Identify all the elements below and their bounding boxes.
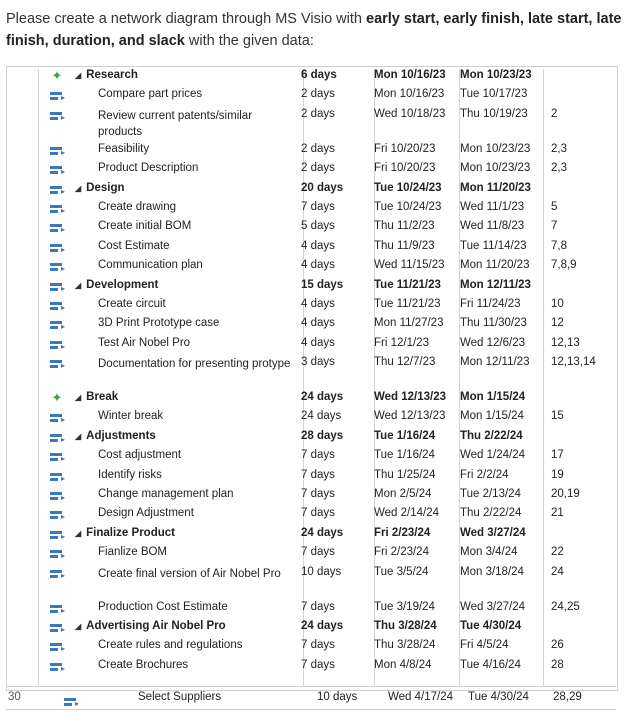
collapse-triangle-icon[interactable]: ◢ <box>75 528 82 538</box>
auto-schedule-icon: ▸ <box>50 282 64 293</box>
task-duration: 20 days <box>301 181 344 194</box>
task-duration: 2 days <box>301 142 335 155</box>
task-duration: 15 days <box>301 278 344 291</box>
task-name: Create final version of Air Nobel Pro <box>98 567 281 580</box>
task-duration: 7 days <box>301 200 335 213</box>
task-start: Tue 11/21/23 <box>374 278 441 291</box>
task-duration: 6 days <box>301 69 337 81</box>
table-row[interactable] <box>6 337 621 356</box>
table-row-30[interactable]: 30 ▸ Select Suppliers 10 days Wed 4/17/24 Tue 4/30/24 28,29 <box>6 686 616 710</box>
task-start: Fri 12/1/23 <box>374 336 429 349</box>
task-duration: 4 days <box>301 259 335 272</box>
auto-schedule-icon: ▸ <box>50 510 64 521</box>
auto-schedule-icon: ▸ <box>50 549 64 560</box>
task-finish: Tue 4/16/24 <box>460 658 521 671</box>
table-row[interactable] <box>6 620 621 639</box>
task-duration: 5 days <box>301 220 335 233</box>
collapse-triangle-icon[interactable]: ◢ <box>75 183 82 193</box>
auto-schedule-icon: ▸ <box>50 111 64 122</box>
table-row[interactable] <box>6 659 621 678</box>
task-start: Tue 3/19/24 <box>374 600 435 613</box>
task-finish: Thu 10/19/23 <box>460 107 528 120</box>
task-duration: 7 days <box>301 468 335 481</box>
task-start: Thu 1/25/24 <box>374 468 436 481</box>
task-duration: 7 days <box>301 507 335 520</box>
task-name: Winter break <box>98 410 164 423</box>
task-duration: 10 days <box>301 565 342 578</box>
task-name: Test Air Nobel Pro <box>98 336 191 349</box>
task-start: Mon 10/16/23 <box>374 69 446 81</box>
task-finish: Fri 4/5/24 <box>460 639 509 652</box>
table-row[interactable] <box>6 507 621 526</box>
task-predecessors: 17 <box>551 449 564 462</box>
task-name: Design Adjustment <box>98 507 194 520</box>
auto-schedule-icon: ▸ <box>50 642 64 653</box>
task-predecessors: 7 <box>551 220 558 233</box>
task-name: Change management plan <box>98 488 234 501</box>
auto-schedule-icon: ▸ <box>50 146 64 157</box>
auto-schedule-icon: ▸ <box>50 433 64 444</box>
task-start: Mon 4/8/24 <box>374 658 432 671</box>
task-finish: Wed 1/24/24 <box>460 449 526 462</box>
task-duration: 2 days <box>301 107 335 120</box>
table-row[interactable] <box>6 259 621 278</box>
task-predecessors: 7,8,9 <box>551 259 577 272</box>
task-finish: Thu 11/30/23 <box>460 317 527 330</box>
task-predecessors: 2 <box>551 107 558 120</box>
task-name: Break <box>86 391 119 404</box>
task-table <box>6 69 621 678</box>
auto-schedule-icon: ▸ <box>50 243 64 254</box>
table-row[interactable] <box>6 69 621 88</box>
task-finish: Fri 11/24/23 <box>460 297 521 310</box>
task-start: Wed 11/15/23 <box>374 259 445 272</box>
collapse-triangle-icon[interactable]: ◢ <box>75 431 82 441</box>
task-finish: Tue 4/30/24 <box>460 619 522 632</box>
task-name: Review current patents/similar products <box>98 109 253 138</box>
table-row[interactable] <box>6 601 621 620</box>
table-row[interactable] <box>6 108 621 143</box>
task-start: Thu 11/9/23 <box>374 239 435 252</box>
task-start: Tue 3/5/24 <box>374 565 429 578</box>
task-start: Wed 12/13/23 <box>374 410 446 423</box>
task-start: Mon 10/16/23 <box>374 88 445 101</box>
task-duration: 28 days <box>301 429 344 442</box>
task-predecessors: 19 <box>551 468 564 481</box>
auto-schedule-icon: ▸ <box>50 204 64 215</box>
task-duration: 7 days <box>301 546 335 559</box>
task-finish: Wed 11/1/23 <box>460 200 525 213</box>
task-duration: 7 days <box>301 639 335 652</box>
task-finish: Mon 1/15/24 <box>460 410 524 423</box>
table-row[interactable] <box>6 527 621 546</box>
task-duration: 3 days <box>301 356 335 369</box>
task-finish: Thu 2/22/24 <box>460 429 523 442</box>
task-finish: Mon 3/4/24 <box>460 546 518 559</box>
task-predecessors: 21 <box>551 507 564 520</box>
auto-schedule-icon: ▸ <box>50 320 64 331</box>
task-start: Mon 11/27/23 <box>374 317 444 330</box>
task-predecessors: 2,3 <box>551 142 567 155</box>
collapse-triangle-icon[interactable]: ◢ <box>75 280 82 290</box>
task-predecessors: 24,25 <box>551 600 580 613</box>
task-predecessors: 24 <box>551 565 564 578</box>
task-predecessors: 28 <box>551 658 564 671</box>
task-predecessors: 26 <box>551 639 564 652</box>
task-name: Research <box>86 69 138 81</box>
task-name: Create initial BOM <box>98 220 192 233</box>
task-predecessors: 22 <box>551 546 564 559</box>
task-finish: Mon 10/23/23 <box>460 69 532 81</box>
task-start: Wed 4/17/24 <box>388 691 454 703</box>
task-finish: Mon 3/18/24 <box>460 565 524 578</box>
task-finish: Mon 10/23/23 <box>460 162 531 175</box>
task-name: Cost Estimate <box>98 239 170 252</box>
task-predecessors: 2,3 <box>551 162 567 175</box>
task-name: Select Suppliers <box>138 691 222 703</box>
row-id: 30 <box>8 691 21 703</box>
task-name: Design <box>86 181 125 194</box>
task-name: Finalize Product <box>86 526 175 539</box>
task-name: Create circuit <box>98 297 166 310</box>
task-duration: 7 days <box>301 488 335 501</box>
auto-schedule-icon: ▸ <box>50 223 64 234</box>
task-predecessors: 12 <box>551 317 564 330</box>
auto-schedule-icon: ▸ <box>50 662 64 673</box>
table-row[interactable] <box>6 162 621 181</box>
task-start: Thu 12/7/23 <box>374 356 436 369</box>
auto-schedule-icon: ▸ <box>50 185 64 196</box>
task-name: Create drawing <box>98 200 176 213</box>
task-name: Product Description <box>98 162 199 175</box>
task-name: Create rules and regulations <box>98 639 243 652</box>
task-name: Documentation for presenting protype <box>98 358 291 371</box>
task-finish: Tue 4/30/24 <box>468 691 529 703</box>
task-finish: Mon 11/20/23 <box>460 259 530 272</box>
task-predecessors: 10 <box>551 297 564 310</box>
task-finish: Wed 12/6/23 <box>460 336 526 349</box>
task-start: Fri 10/20/23 <box>374 162 436 175</box>
table-row[interactable] <box>6 88 621 107</box>
task-start: Fri 2/23/24 <box>374 546 429 559</box>
table-row[interactable] <box>6 182 621 201</box>
task-finish: Wed 3/27/24 <box>460 600 526 613</box>
task-start: Fri 2/23/24 <box>374 526 431 539</box>
task-start: Tue 1/16/24 <box>374 429 436 442</box>
prompt-suffix: with the given data: <box>184 33 314 49</box>
table-row[interactable] <box>6 279 621 298</box>
task-predecessors: 12,13,14 <box>551 356 596 369</box>
task-duration: 10 days <box>317 691 358 703</box>
task-start: Tue 1/16/24 <box>374 449 435 462</box>
question-prompt <box>6 8 626 52</box>
task-name: Fianlize BOM <box>98 546 168 559</box>
auto-schedule-icon: ▸ <box>50 604 64 615</box>
table-row[interactable] <box>6 639 621 658</box>
task-start: Fri 10/20/23 <box>374 142 436 155</box>
task-duration: 2 days <box>301 162 335 175</box>
task-start: Mon 2/5/24 <box>374 488 432 501</box>
task-duration: 24 days <box>301 619 344 632</box>
table-row[interactable] <box>6 143 621 162</box>
pin-icon: ✦ <box>51 390 63 406</box>
task-start: Tue 10/24/23 <box>374 200 442 213</box>
task-finish: Wed 11/8/23 <box>460 220 525 233</box>
task-predecessors: 15 <box>551 410 564 423</box>
table-row[interactable] <box>6 356 621 391</box>
table-row[interactable] <box>6 317 621 336</box>
collapse-triangle-icon[interactable]: ◢ <box>75 71 82 80</box>
task-duration: 7 days <box>301 658 335 671</box>
task-name: Development <box>86 278 159 291</box>
task-start: Thu 11/2/23 <box>374 220 435 233</box>
table-row[interactable] <box>6 298 621 317</box>
task-predecessors: 28,29 <box>553 691 582 703</box>
task-duration: 7 days <box>301 600 335 613</box>
task-name: 3D Print Prototype case <box>98 317 220 330</box>
table-row[interactable] <box>6 488 621 507</box>
task-predecessors: 5 <box>551 200 558 213</box>
task-name: Communication plan <box>98 259 203 272</box>
task-name: Advertising Air Nobel Pro <box>86 619 226 632</box>
task-predecessors: 7,8 <box>551 239 567 252</box>
auto-schedule-icon: ▸ <box>50 491 64 502</box>
task-name: Create Brochures <box>98 658 189 671</box>
table-row[interactable] <box>6 201 621 220</box>
task-name: Identify risks <box>98 468 162 481</box>
task-duration: 4 days <box>301 297 335 310</box>
task-duration: 2 days <box>301 88 335 101</box>
task-finish: Tue 11/14/23 <box>460 239 527 252</box>
table-row[interactable] <box>6 391 621 410</box>
collapse-triangle-icon[interactable]: ◢ <box>75 393 82 403</box>
task-finish: Mon 12/11/23 <box>460 356 530 369</box>
table-row[interactable] <box>6 410 621 429</box>
auto-schedule-icon: ▸ <box>50 359 64 370</box>
task-start: Wed 2/14/24 <box>374 507 440 520</box>
task-start: Tue 10/24/23 <box>374 181 442 194</box>
task-start: Thu 3/28/24 <box>374 639 436 652</box>
auto-schedule-icon: ▸ <box>50 165 64 176</box>
table-row[interactable] <box>6 449 621 468</box>
auto-schedule-icon: ▸ <box>50 340 64 351</box>
task-start: Tue 11/21/23 <box>374 297 441 310</box>
task-finish: Mon 11/20/23 <box>460 181 531 194</box>
prompt-bold: early start, early finish, late start, late finish, duration, and slack <box>6 11 622 49</box>
task-finish: Mon 10/23/23 <box>460 142 531 155</box>
task-duration: 7 days <box>301 449 335 462</box>
task-duration: 4 days <box>301 336 335 349</box>
task-duration: 4 days <box>301 239 335 252</box>
task-finish: Tue 10/17/23 <box>460 88 528 101</box>
auto-schedule-icon: ▸ <box>50 262 64 273</box>
table-row[interactable] <box>6 220 621 239</box>
auto-schedule-icon: ▸ <box>50 569 64 580</box>
task-predecessors: 12,13 <box>551 336 580 349</box>
task-finish: Tue 2/13/24 <box>460 488 521 501</box>
task-start: Wed 12/13/23 <box>374 391 447 404</box>
auto-schedule-icon: ▸ <box>50 91 64 102</box>
task-name: Production Cost Estimate <box>98 600 228 613</box>
table-row[interactable] <box>6 546 621 565</box>
table-row[interactable] <box>6 566 621 601</box>
task-predecessors: 20,19 <box>551 488 580 501</box>
task-name: Adjustments <box>86 429 156 442</box>
auto-schedule-icon: ▸ <box>50 472 64 483</box>
task-start: Thu 3/28/24 <box>374 619 437 632</box>
task-duration: 4 days <box>301 317 335 330</box>
pin-icon: ✦ <box>51 68 63 83</box>
prompt-prefix: Please create a network diagram through MS Visio with <box>6 11 366 27</box>
task-finish: Fri 2/2/24 <box>460 468 509 481</box>
table-row[interactable] <box>6 240 621 259</box>
auto-schedule-icon: ▸ <box>50 623 64 634</box>
collapse-triangle-icon[interactable]: ◢ <box>75 621 82 631</box>
task-start: Wed 10/18/23 <box>374 107 446 120</box>
task-finish: Wed 3/27/24 <box>460 526 526 539</box>
auto-schedule-icon: ▸ <box>50 530 64 541</box>
task-name: Feasibility <box>98 142 150 155</box>
task-duration: 24 days <box>301 391 344 404</box>
auto-schedule-icon: ▸ <box>50 413 64 424</box>
table-row[interactable] <box>6 469 621 488</box>
task-duration: 24 days <box>301 410 342 423</box>
task-name: Compare part prices <box>98 88 203 101</box>
task-finish: Thu 2/22/24 <box>460 507 522 520</box>
task-duration: 24 days <box>301 526 344 539</box>
task-finish: Mon 12/11/23 <box>460 278 531 291</box>
auto-schedule-icon: ▸ <box>50 452 64 463</box>
task-name: Cost adjustment <box>98 449 182 462</box>
auto-schedule-icon: ▸ <box>50 301 64 312</box>
table-row[interactable] <box>6 430 621 449</box>
task-finish: Mon 1/15/24 <box>460 391 526 404</box>
